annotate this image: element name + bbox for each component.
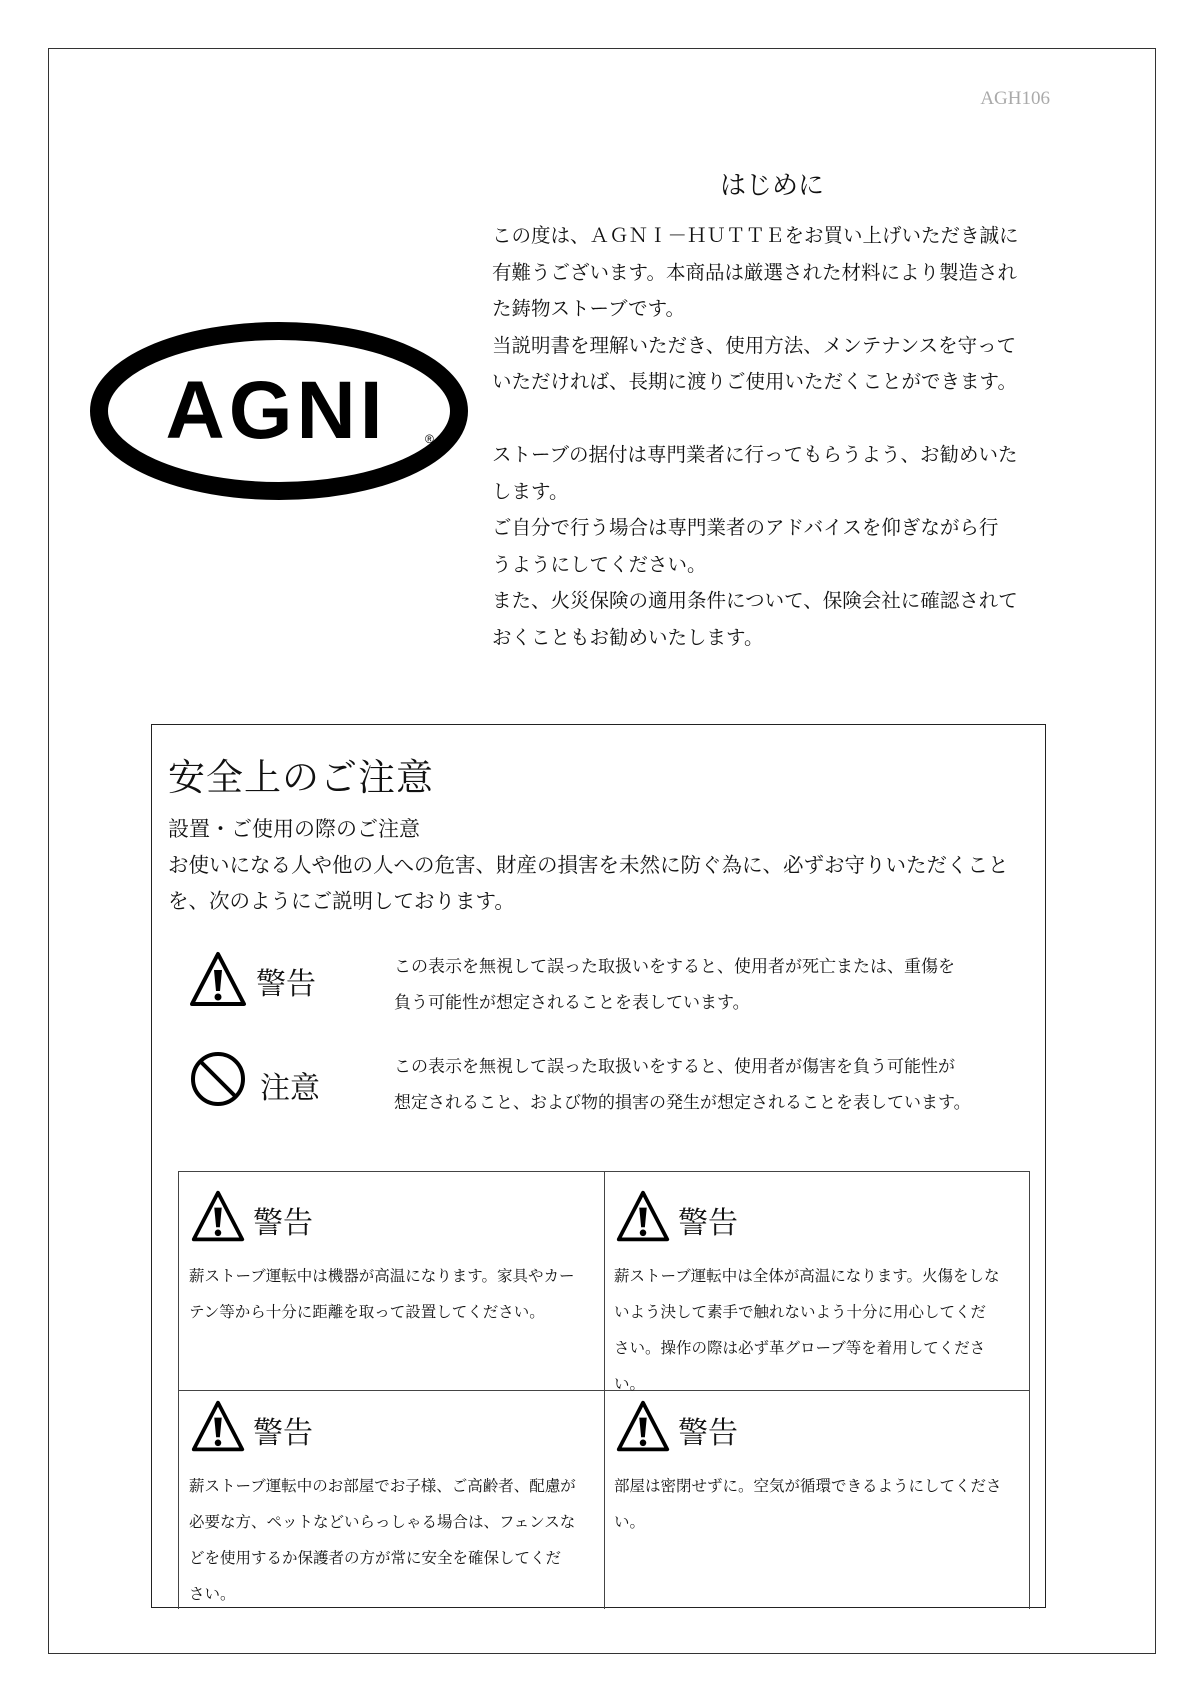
intro-line: この度は、ＡＧＮＩ－ＨＵＴＴＥをお買い上げいただき誠に — [492, 224, 1019, 247]
intro-gap — [492, 401, 1072, 437]
safety-title: 安全上のご注意 — [168, 756, 434, 799]
warning-grid — [178, 1171, 1030, 1609]
legend-caution — [188, 1049, 1008, 1119]
intro-line: 当説明書を理解いただき、使用方法、メンテナンスを守って — [492, 333, 1017, 357]
intro-line: します。 — [492, 479, 569, 503]
legend-text-line: 負う可能性が想定されることを表しています。 — [394, 993, 750, 1013]
intro-line: た鋳物ストーブです。 — [492, 297, 686, 321]
intro-line: いただければ、長期に渡りご使用いただくことができます。 — [492, 370, 1017, 394]
legend-text-line: この表示を無視して誤った取扱いをすると、使用者が傷害を負う可能性が — [394, 1057, 955, 1077]
intro-line: ストーブの据付は専門業者に行ってもらうよう、お勧めいた — [492, 442, 1018, 466]
legend-caution-label: 注意 — [260, 1071, 320, 1106]
intro-line: また、火災保険の適用条件について、保険会社に確認されて — [492, 589, 1018, 613]
warning-text-line: どを使用するか保護者の方が常に安全を確保してくだ — [189, 1549, 562, 1567]
legend-warning-label: 警告 — [256, 967, 316, 1002]
legend-warning-text — [394, 949, 1014, 1021]
intro-title: はじめに — [720, 171, 825, 201]
warning-text-line: さい。操作の際は必ず革グローブ等を着用してくださ — [614, 1339, 986, 1357]
prohibition-icon — [188, 1049, 248, 1109]
warning-triangle-icon — [189, 1398, 247, 1454]
legend-warning — [188, 949, 1008, 1019]
safety-subtitle: 設置・ご使用の際のご注意 — [168, 817, 420, 841]
warning-text-line: い。 — [614, 1513, 646, 1531]
safety-desc-line: を、次のようにご説明しております。 — [168, 889, 515, 913]
warning-label: 警告 — [678, 1206, 738, 1241]
document-id: AGH106 — [980, 88, 1050, 109]
legend-text-line: 想定されること、および物的損害の発生が想定されることを表しています。 — [394, 1093, 971, 1113]
warning-text-line: 必要な方、ペットなどいらっしゃる場合は、フェンスな — [189, 1513, 576, 1531]
safety-description — [168, 847, 1028, 919]
warning-text-line: さい。 — [189, 1585, 236, 1603]
warning-label: 警告 — [678, 1416, 738, 1451]
warning-text — [189, 1258, 589, 1330]
logo-text: AGNI — [165, 365, 387, 456]
intro-line: ご自分で行う場合は専門業者のアドバイスを仰ぎながら行 — [492, 516, 999, 540]
intro-line: おくこともお勧めいたします。 — [492, 625, 764, 649]
warning-text-line: 薪ストーブ運転中のお部屋でお子様、ご高齢者、配慮が — [189, 1477, 576, 1495]
warning-triangle-icon — [189, 1188, 247, 1244]
warning-text-line: 薪ストーブ運転中は全体が高温になります。火傷をしな — [614, 1267, 1000, 1285]
agni-logo — [88, 320, 470, 502]
legend-text-line: この表示を無視して誤った取扱いをすると、使用者が死亡または、重傷を — [394, 957, 955, 977]
warning-triangle-icon — [614, 1188, 672, 1244]
intro-text — [492, 218, 1072, 657]
warning-text-line: いよう決して素手で触れないよう十分に用心してくだ — [614, 1303, 987, 1321]
warning-text — [189, 1468, 589, 1612]
safety-desc-line: お使いになる人や他の人への危害、財産の損害を未然に防ぐ為に、必ずお守りいただくこと — [168, 853, 1009, 877]
legend-caution-text — [394, 1049, 1014, 1121]
warning-text-line: テン等から十分に距離を取って設置してください。 — [189, 1303, 545, 1321]
warning-text — [614, 1468, 1014, 1540]
intro-line: 有難うございます。本商品は厳選された材料により製造され — [492, 260, 1017, 284]
safety-precautions-box — [151, 724, 1046, 1608]
warning-text — [614, 1258, 1014, 1402]
warning-text-line: 薪ストーブ運転中は機器が高温になります。家具やカー — [189, 1267, 575, 1285]
warning-triangle-icon — [188, 949, 248, 1009]
warning-text-line: い。 — [614, 1375, 646, 1393]
intro-line: うようにしてください。 — [492, 552, 707, 576]
warning-triangle-icon — [614, 1398, 672, 1454]
warning-label: 警告 — [253, 1206, 313, 1241]
registered-mark: ® — [425, 432, 434, 446]
warning-label: 警告 — [253, 1416, 313, 1451]
warning-text-line: 部屋は密閉せずに。空気が循環できるようにしてくださ — [614, 1477, 1002, 1495]
